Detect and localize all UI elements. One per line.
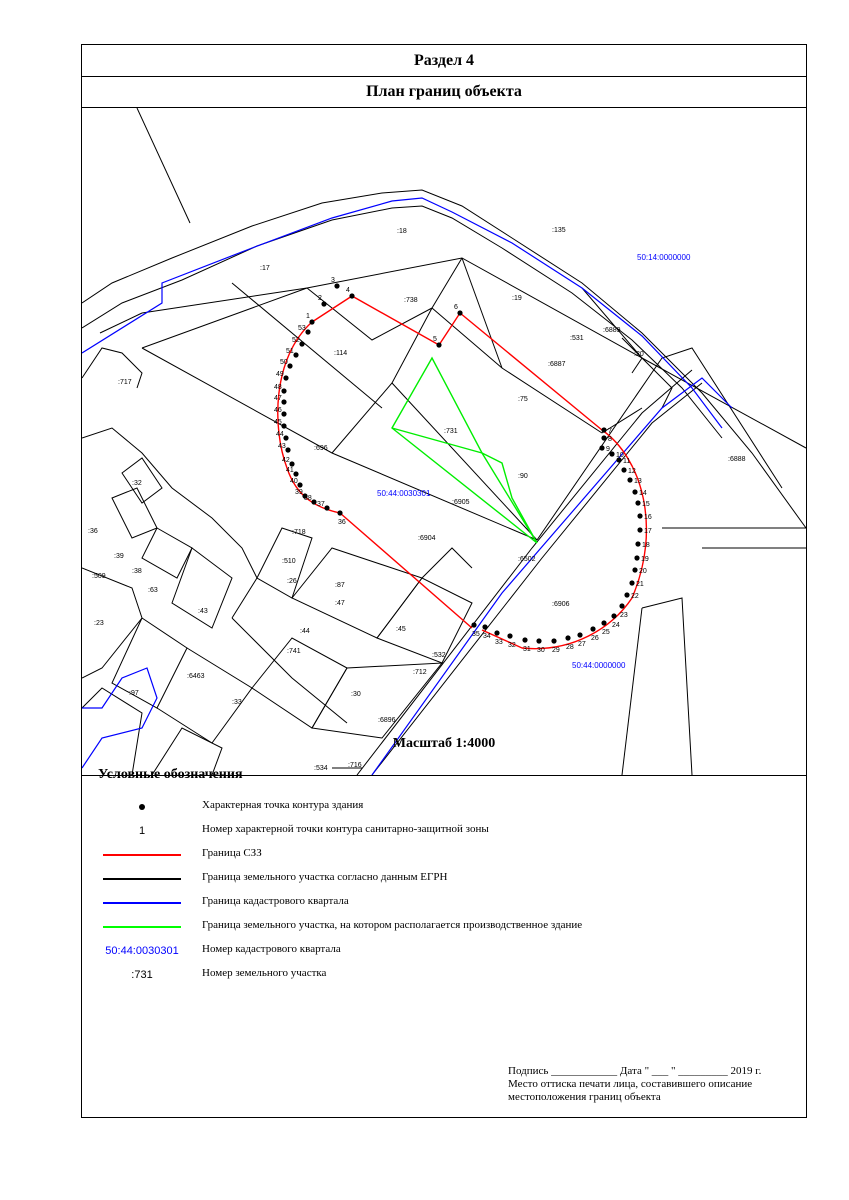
szz-point [309,319,314,324]
parcel-label: :741 [287,648,301,655]
stamp-note-2: местоположения границ объекта [508,1091,661,1103]
legend-label: Граница кадастрового квартала [202,895,349,907]
szz-point [551,638,556,643]
parcel-label: :20 [634,351,644,358]
szz-point-label: 7 [608,428,612,435]
parcel-label: :87 [335,582,345,589]
szz-point-label: 16 [644,514,652,521]
legend-item [102,965,792,985]
parcel-label: :114 [334,350,348,357]
legend-item [102,893,792,913]
szz-point-label: 8 [608,436,612,443]
szz-point [601,427,606,432]
szz-point [507,633,512,638]
szz-point-label: 30 [537,647,545,654]
scale-text: Масштаб 1:4000 [392,736,496,751]
parcel-label: :26 [287,578,297,585]
szz-point [621,467,626,472]
legend-symbol [102,845,182,865]
szz-point-label: 5 [433,336,437,343]
szz-point-label: 25 [602,629,610,636]
plan-title: План границ объекта [82,77,806,108]
legend-symbol [102,797,182,817]
szz-point [285,447,290,452]
szz-point [637,513,642,518]
parcel-label: :731 [444,428,458,435]
legend-line-swatch [103,926,181,928]
parcel-label: :97 [129,690,139,697]
szz-point-label: 23 [620,612,628,619]
szz-point [522,637,527,642]
legend-symbol [102,821,182,841]
szz-boundary [278,296,647,649]
legend-label: Граница земельного участка согласно данным ЕГРН [202,871,448,883]
szz-point [494,630,499,635]
szz-point [283,375,288,380]
parcel-label: :534 [314,765,328,772]
legend-item [102,869,792,889]
map-canvas [82,108,806,775]
parcel-label: :6888 [728,456,746,463]
legend-sample-text: 50:44:0030301 [105,945,179,957]
szz-point [287,363,292,368]
parcel-label: :6889 [603,327,621,334]
section-title: Раздел 4 [82,45,806,77]
parcel-label: :712 [413,669,427,676]
szz-point [289,461,294,466]
szz-point [627,477,632,482]
szz-point-label: 32 [508,642,516,649]
szz-point [293,471,298,476]
parcel-label: :39 [114,553,124,560]
szz-point-label: 29 [552,647,560,654]
parcel-label: :717 [118,379,132,386]
parcel-label: :38 [132,568,142,575]
szz-point-label: 48 [274,384,282,391]
szz-point [281,423,286,428]
szz-point-label: 1 [306,313,310,320]
parcel-label: :30 [351,691,361,698]
parcel-label: :6463 [187,673,205,680]
stamp-note: Место оттиска печати лица, составившего описание [508,1078,753,1090]
legend-symbol [102,965,182,985]
legend-line-swatch [103,878,181,880]
szz-point-label: 53 [298,325,306,332]
szz-point-label: 4 [346,287,350,294]
szz-point [321,301,326,306]
szz-point [632,567,637,572]
szz-point [565,635,570,640]
parcel-label: :63 [148,587,158,594]
szz-point [297,482,302,487]
legend-label: Номер кадастрового квартала [202,943,341,955]
szz-point-label: 38 [304,495,312,502]
szz-point [635,541,640,546]
legend-label: Граница земельного участка, на котором располагается производственное здание [202,919,583,931]
szz-point-label: 42 [282,457,290,464]
szz-point-label: 46 [274,407,282,414]
szz-point-label: 19 [641,556,649,563]
szz-point [601,435,606,440]
szz-point-label: 9 [606,446,610,453]
szz-point [590,626,595,631]
szz-point-label: 52 [292,337,300,344]
szz-point [482,624,487,629]
szz-point [619,603,624,608]
quarter-label: 50:44:0030301 [377,489,431,498]
szz-point-label: 27 [578,641,586,648]
parcel-label: :6887 [548,361,566,368]
szz-point [281,388,286,393]
szz-point [629,580,634,585]
szz-point-label: 15 [642,501,650,508]
parcel-label: :75 [518,396,528,403]
point-dot-icon [139,804,145,810]
parcel-label: :18 [397,228,407,235]
szz-point [337,510,342,515]
legend-sample-text: :731 [131,969,153,981]
szz-point-label: 22 [631,593,639,600]
parcel-label: :696 [314,445,328,452]
production-parcel [392,358,537,543]
legend-symbol [102,941,182,961]
szz-point [624,592,629,597]
szz-point-label: 12 [628,468,636,475]
quarter-label: 50:44:0000000 [572,661,626,670]
szz-point [471,622,476,627]
parcel-label: :532 [432,652,446,659]
szz-point-label: 28 [566,644,574,651]
parcel-label: :6905 [452,499,470,506]
parcel-label: :509 [92,573,106,580]
szz-point [601,620,606,625]
szz-point-label: 26 [591,635,599,642]
szz-point-label: 36 [338,519,346,526]
parcel-label: :718 [292,529,306,536]
legend-item [102,821,792,841]
szz-point [299,341,304,346]
szz-point-label: 35 [472,631,480,638]
szz-point-label: 39 [295,489,303,496]
szz-point-label: 44 [276,431,284,438]
szz-point-label: 11 [623,458,631,465]
parcel-label: :135 [552,227,566,234]
legend-symbol [102,869,182,889]
szz-point-label: 37 [317,501,325,508]
szz-point [637,527,642,532]
parcel-label: :47 [335,600,345,607]
szz-point [293,352,298,357]
szz-point [632,489,637,494]
szz-point-label: 3 [331,277,335,284]
szz-point-label: 31 [523,646,531,653]
legend-symbol [102,893,182,913]
parcel-label: :6906 [552,601,570,608]
legend-label: Номер характерной точки контура санитарно-защитной зоны [202,823,489,835]
szz-point [281,411,286,416]
szz-point [611,613,616,618]
legend-item [102,845,792,865]
legend-item [102,797,792,817]
legend-label: Характерная точка контура здания [202,799,364,811]
legend-item [102,917,792,937]
szz-point [283,435,288,440]
parcel-label: :45 [396,626,406,633]
parcel-label: :44 [300,628,310,635]
szz-point [634,555,639,560]
szz-point-label: 34 [483,633,491,640]
szz-point-label: 43 [278,443,286,450]
szz-point-markers [281,283,642,643]
legend-label: Граница СЗЗ [202,847,262,859]
szz-point-label: 33 [495,639,503,646]
parcel-label: :23 [94,620,104,627]
legend-sample-text: 1 [138,825,146,837]
szz-point-label: 50 [280,359,288,366]
quarter-boundaries [82,198,732,775]
szz-point-label: 49 [276,371,284,378]
legend-line-swatch [103,902,181,904]
parcel-label: :36 [88,528,98,535]
boundary-map [82,108,806,776]
szz-point-label: 18 [642,542,650,549]
szz-point [635,500,640,505]
szz-point-label: 6 [454,304,458,311]
szz-point [334,283,339,288]
szz-point [305,329,310,334]
szz-point-label: 41 [286,467,294,474]
szz-point-label: 40 [290,478,298,485]
legend-title: Условные обозначения [98,767,243,782]
szz-point [349,293,354,298]
parcel-label: :716 [348,762,362,769]
parcel-label: :33 [232,699,242,706]
parcel-label: :6896 [378,717,396,724]
signature-line: Подпись ____________ Дата " ___ " _________ 2019 г. [508,1065,762,1077]
parcel-label: :17 [260,265,270,272]
parcel-label: :738 [404,297,418,304]
szz-point [536,638,541,643]
szz-point-label: 45 [274,419,282,426]
parcel-label: :90 [518,473,528,480]
szz-point [457,310,462,315]
parcel-label: :19 [512,295,522,302]
parcel-label: :43 [198,608,208,615]
szz-point-label: 20 [639,568,647,575]
szz-point-label: 21 [636,581,644,588]
parcel-label: :32 [132,480,142,487]
parcel-label: :531 [570,335,584,342]
legend-line-swatch [103,854,181,856]
legend-item [102,941,792,961]
legend-label: Номер земельного участка [202,967,327,979]
signature-block [508,1065,808,1104]
parcel-label: :510 [282,558,296,565]
szz-point-label: 17 [644,528,652,535]
szz-point-label: 13 [634,478,642,485]
legend-symbol [102,917,182,937]
szz-point [281,399,286,404]
szz-point [436,342,441,347]
quarter-label: 50:14:0000000 [637,253,691,262]
szz-point-label: 10 [616,452,624,459]
szz-point-label: 51 [286,348,294,355]
szz-point-label: 47 [274,395,282,402]
szz-point-label: 24 [612,622,620,629]
plan-frame [81,44,807,1118]
szz-point [609,451,614,456]
szz-point [311,499,316,504]
parcel-label: :6502 [518,556,536,563]
szz-point-label: 2 [318,295,322,302]
szz-point [324,505,329,510]
parcel-label: :6904 [418,535,436,542]
szz-point-label: 14 [639,490,647,497]
szz-point [577,632,582,637]
szz-point [599,445,604,450]
